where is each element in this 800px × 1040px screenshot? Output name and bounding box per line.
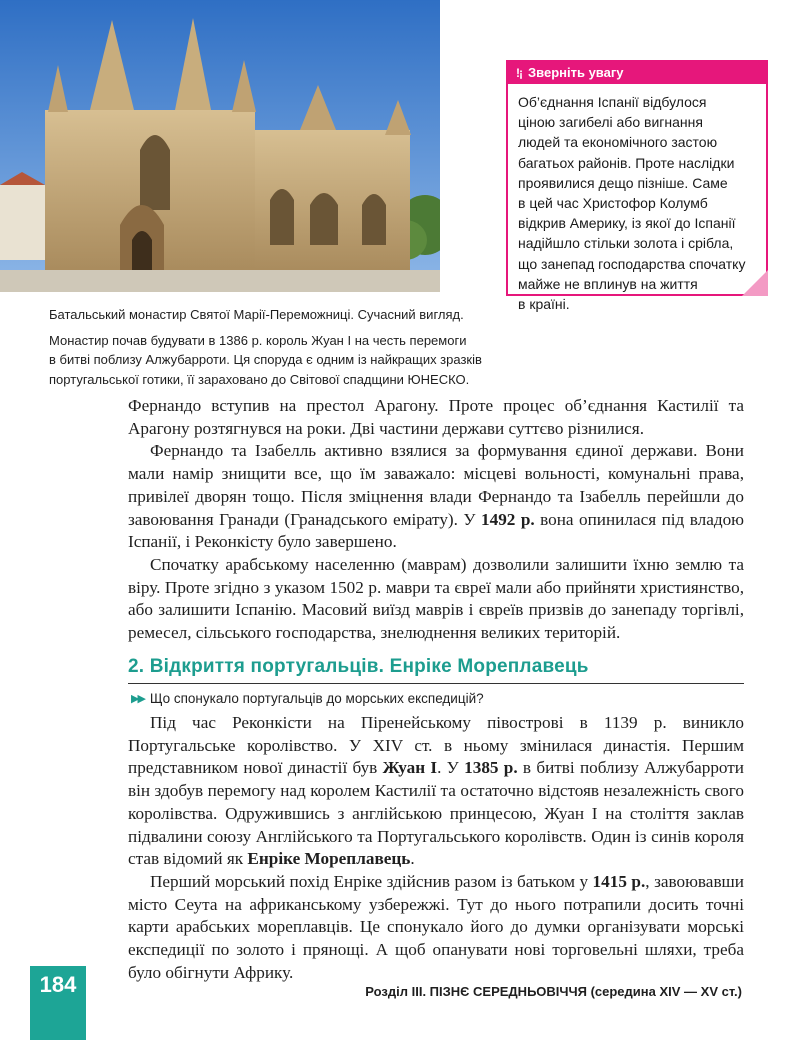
note-line: в цей час Христофор Колумб (518, 195, 708, 212)
attention-box (506, 60, 768, 313)
body-text-bottom (128, 712, 744, 984)
note-line: проявилися дещо пізніше. Саме (518, 174, 728, 191)
caption-line: португальської готики, її зараховано до Світової спадщини ЮНЕСКО. (49, 371, 470, 387)
divider (128, 683, 744, 684)
caption-line: Монастир почав будувати в 1386 р. король Жуан I на честь перемоги (49, 332, 467, 348)
attention-box-header (508, 62, 766, 84)
photo-caption (49, 305, 519, 389)
paragraph: Перший морський похід Енріке здійснив разом із батьком у 1415 р., завоювавши місто Сеута на африканському узбережжі. Тут до нього потрапили досить точні карти арабських мореплавців. Це спонукало його до думки організувати морські експедиції по золото і прянощі. А щоб опанувати нові торговельні шляхи, треба було обігнути Африку. (128, 871, 744, 982)
bold-name: Жуан I (382, 758, 438, 778)
note-line: майже не вплинув на життя (518, 275, 698, 292)
caption-title: Батальський монастир Святої Марії-Переможниці. Сучасний вигляд. (49, 307, 464, 322)
folded-corner-icon (742, 270, 768, 296)
section-question (131, 691, 484, 706)
body-text-top (128, 395, 744, 645)
note-line: що занепад господарства спочатку (518, 255, 746, 272)
bold-date: 1385 р. (464, 758, 518, 778)
note-line: Об’єднання Іспанії відбулося (518, 94, 707, 110)
exclamation-icon: !¡ (516, 66, 522, 80)
note-line: людей та економічного застою (518, 134, 718, 151)
caption-line: в битві поблизу Алжубарроти. Ця споруда є одним із найкращих зразків (49, 352, 482, 367)
bold-date: 1492 р. (481, 509, 535, 529)
paragraph: Під час Реконкісти на Піренейському півострові в 1139 р. виникло Португальське королівство. У XIV ст. в ньому змінилася династія. Першим представником нової династії був Жуан I. У 1385 р. в битві поблизу Алжубарроти він здобув перемогу над королем Кастилії та остаточно відстояв незалежність свого королівства. Одружившись з англійською принцесою, Жуан I на століття заклав підвалини союзу Англійського та Португальського королівств. Один із синів короля став відомий як Енріке Мореплавець. (128, 713, 745, 869)
section-heading: 2. Відкриття португальців. Енріке Мореплавець (128, 656, 589, 677)
page-number: 184 (39, 972, 77, 997)
paragraph: Фернандо вступив на престол Арагону. Проте процес об’єднання Кастилії та Арагону розтягнувся на роки. Дві частини держави суттєво різнилися. (128, 396, 744, 438)
bold-date: 1415 р. (592, 871, 646, 891)
note-line: в країні. (518, 296, 570, 313)
note-line: ціною загибелі або вигнання (518, 114, 703, 131)
note-line: багатьох районів. Проте наслідки (518, 154, 735, 171)
cathedral-photo-icon (0, 0, 440, 292)
note-line: відкрив Америку, із якої до Іспанії (518, 215, 736, 232)
attention-box-text (508, 84, 766, 314)
note-line: надійшло стільки золота і срібла, (518, 235, 734, 252)
bold-name: Енріке Мореплавець (247, 849, 411, 869)
double-arrow-icon: ▶▶ (131, 693, 144, 705)
paragraph: Фернандо та Ізабелль активно взялися за формування єдиної держави. Вони мали намір знищити все, що їм заважало: місцеві вольності, комунальні права, привілеї дворян тощо. Після зміцнення влади Фернандо та Ізабелль перейшли до завоювання Гранади (Гранадського емірату). У 1492 р. вона опинилася під владою Іспанії, і Реконкісту було завершено. (128, 441, 745, 552)
attention-box-title: Зверніть увагу (528, 65, 624, 80)
question-text: Що спонукало португальців до морських експедицій? (149, 691, 484, 706)
running-footer: Розділ ІІІ. ПІЗНЄ СЕРЕДНЬОВІЧЧЯ (середина XIV — XV ст.) (365, 984, 742, 999)
paragraph: Спочатку арабському населенню (маврам) дозволили залишити їхню землю та віру. Проте згідно з указом 1502 р. маври та євреї мали або прийняти християнство, або залишити Іспанію. Масовий виїзд маврів і євреїв призвів до занепаду торгівлі, ремесел, сільського господарства, знелюднення великих територій. (128, 554, 744, 643)
monastery-photo (0, 0, 440, 292)
